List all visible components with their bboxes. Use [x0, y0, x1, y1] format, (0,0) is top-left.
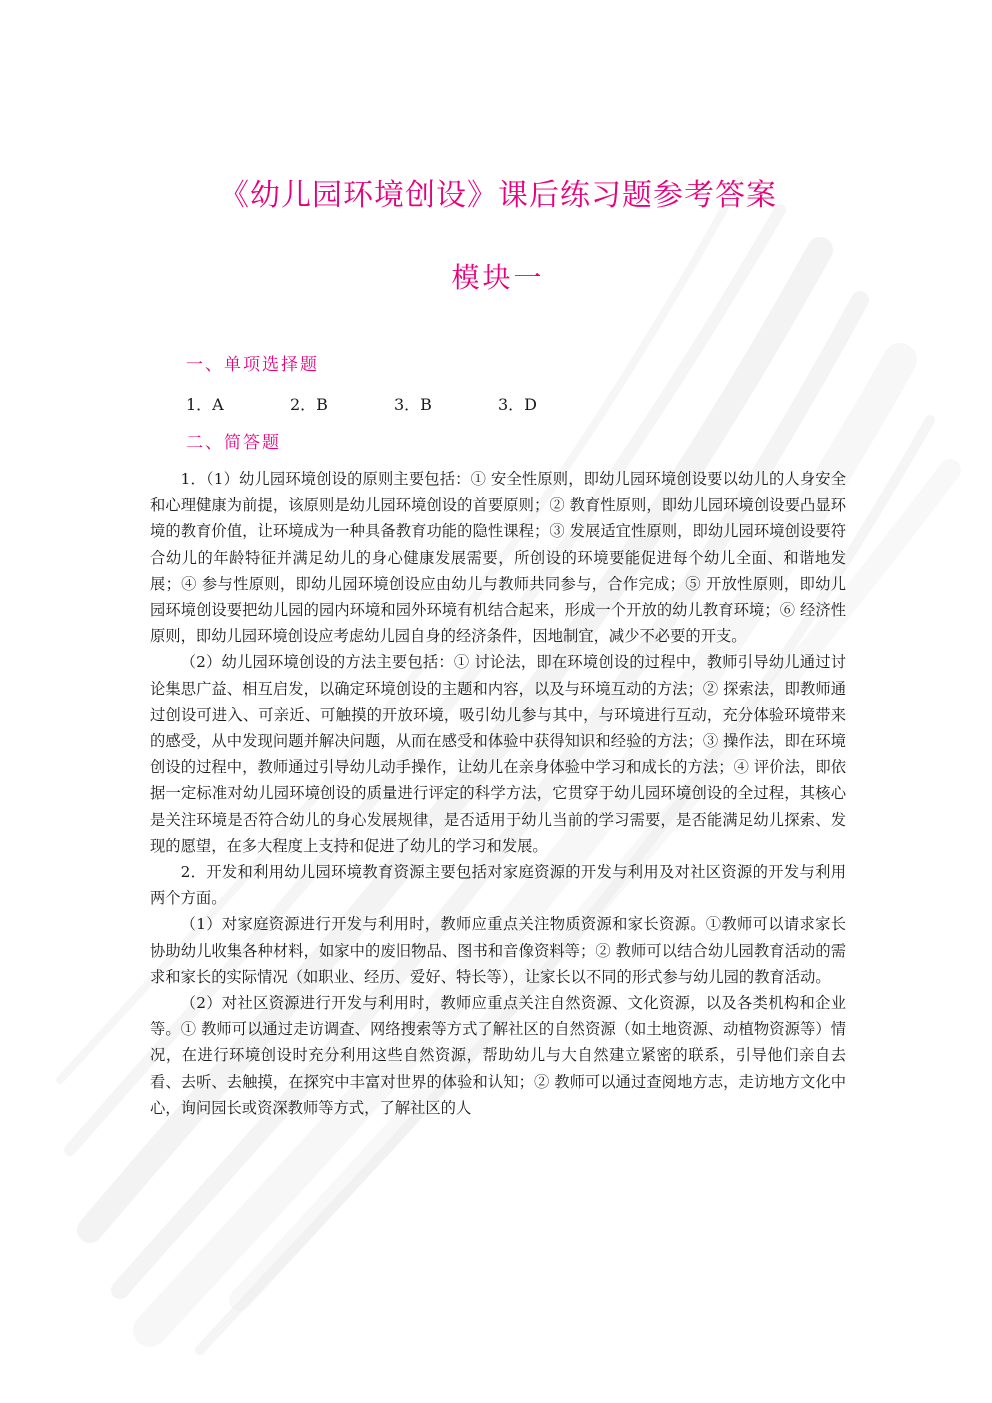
answer-paragraph: （2）幼儿园环境创设的方法主要包括：① 讨论法，即在环境创设的过程中，教师引导幼儿通过讨论集思广益、相互启发，以确定环境创设的主题和内容，以及与环境互动的方法；② 探索法，即教师通过创设可进入、可亲近、可触摸的开放环境，吸引幼儿参与其中，与环境进行互动，充分体验环境带来的感受，从中发现问题并解决问题，从而在感受和体验中获得知识和经验的方法；③ 操作法，即在环境创设的过程中，教师通过引导幼儿动手操作，让幼儿在亲身体验中学习和成长的方法；④ 评价法，即依据一定标准对幼儿园环境创设的质量进行评定的科学方法，它贯穿于幼儿园环境创设的全过程，其核心是关注环境是否符合幼儿的身心发展规律，是否适用于幼儿当前的学习需要，是否能满足幼儿探索、发现的愿望，在多大程度上支持和促进了幼儿的学习和发展。	[150, 653, 846, 855]
section-heading-short-answer: 二、简答题	[186, 433, 281, 453]
short-answer-body	[150, 466, 846, 1121]
answer-item: 3．B	[394, 395, 432, 414]
answer-paragraph: 2．开发和利用幼儿园环境教育资源主要包括对家庭资源的开发与利用及对社区资源的开发与利用两个方面。	[150, 863, 846, 908]
answer-item: 3．D	[498, 395, 538, 414]
answer-item: 1．A	[186, 395, 224, 414]
single-choice-answers	[186, 392, 602, 415]
section-heading-single-choice: 一、单项选择题	[186, 355, 319, 375]
answer-paragraph: （2）对社区资源进行开发与利用时，教师应重点关注自然资源、文化资源，以及各类机构和企业等。① 教师可以通过走访调查、网络搜索等方式了解社区的自然资源（如土地资源、动植物资源等）情况，在进行环境创设时充分利用这些自然资源，帮助幼儿与大自然建立紧密的联系，引导他们亲自去看、去听、去触摸，在探究中丰富对世界的体验和认知；② 教师可以通过查阅地方志，走访地方文化中心，询问园长或资深教师等方式，了解社区的人	[150, 994, 846, 1117]
answer-item: 2．B	[290, 395, 328, 414]
document-title: 《幼儿园环境创设》课后练习题参考答案	[219, 178, 777, 213]
answer-paragraph: 1．（1）幼儿园环境创设的原则主要包括：① 安全性原则，即幼儿园环境创设要以幼儿的人身安全和心理健康为前提，该原则是幼儿园环境创设的首要原则；② 教育性原则，即幼儿园环境创设要凸显环境的教育价值，让环境成为一种具备教育功能的隐性课程；③ 发展适宜性原则，即幼儿园环境创设要符合幼儿的年龄特征并满足幼儿的身心健康发展需要，所创设的环境要能促进每个幼儿全面、和谐地发展；④ 参与性原则，即幼儿园环境创设应由幼儿与教师共同参与，合作完成；⑤ 开放性原则，即幼儿园环境创设要把幼儿园的园内环境和园外环境有机结合起来，形成一个开放的幼儿教育环境；⑥ 经济性原则，即幼儿园环境创设应考虑幼儿园自身的经济条件，因地制宜，减少不必要的开支。	[150, 470, 846, 646]
module-heading: 模块一	[451, 261, 545, 294]
answer-paragraph: （1）对家庭资源进行开发与利用时，教师应重点关注物质资源和家长资源。①教师可以请求家长协助幼儿收集各种材料，如家中的废旧物品、图书和音像资料等；② 教师可以结合幼儿园教育活动的需求和家长的实际情况（如职业、经历、爱好、特长等），让家长以不同的形式参与幼儿园的教育活动。	[150, 915, 846, 986]
